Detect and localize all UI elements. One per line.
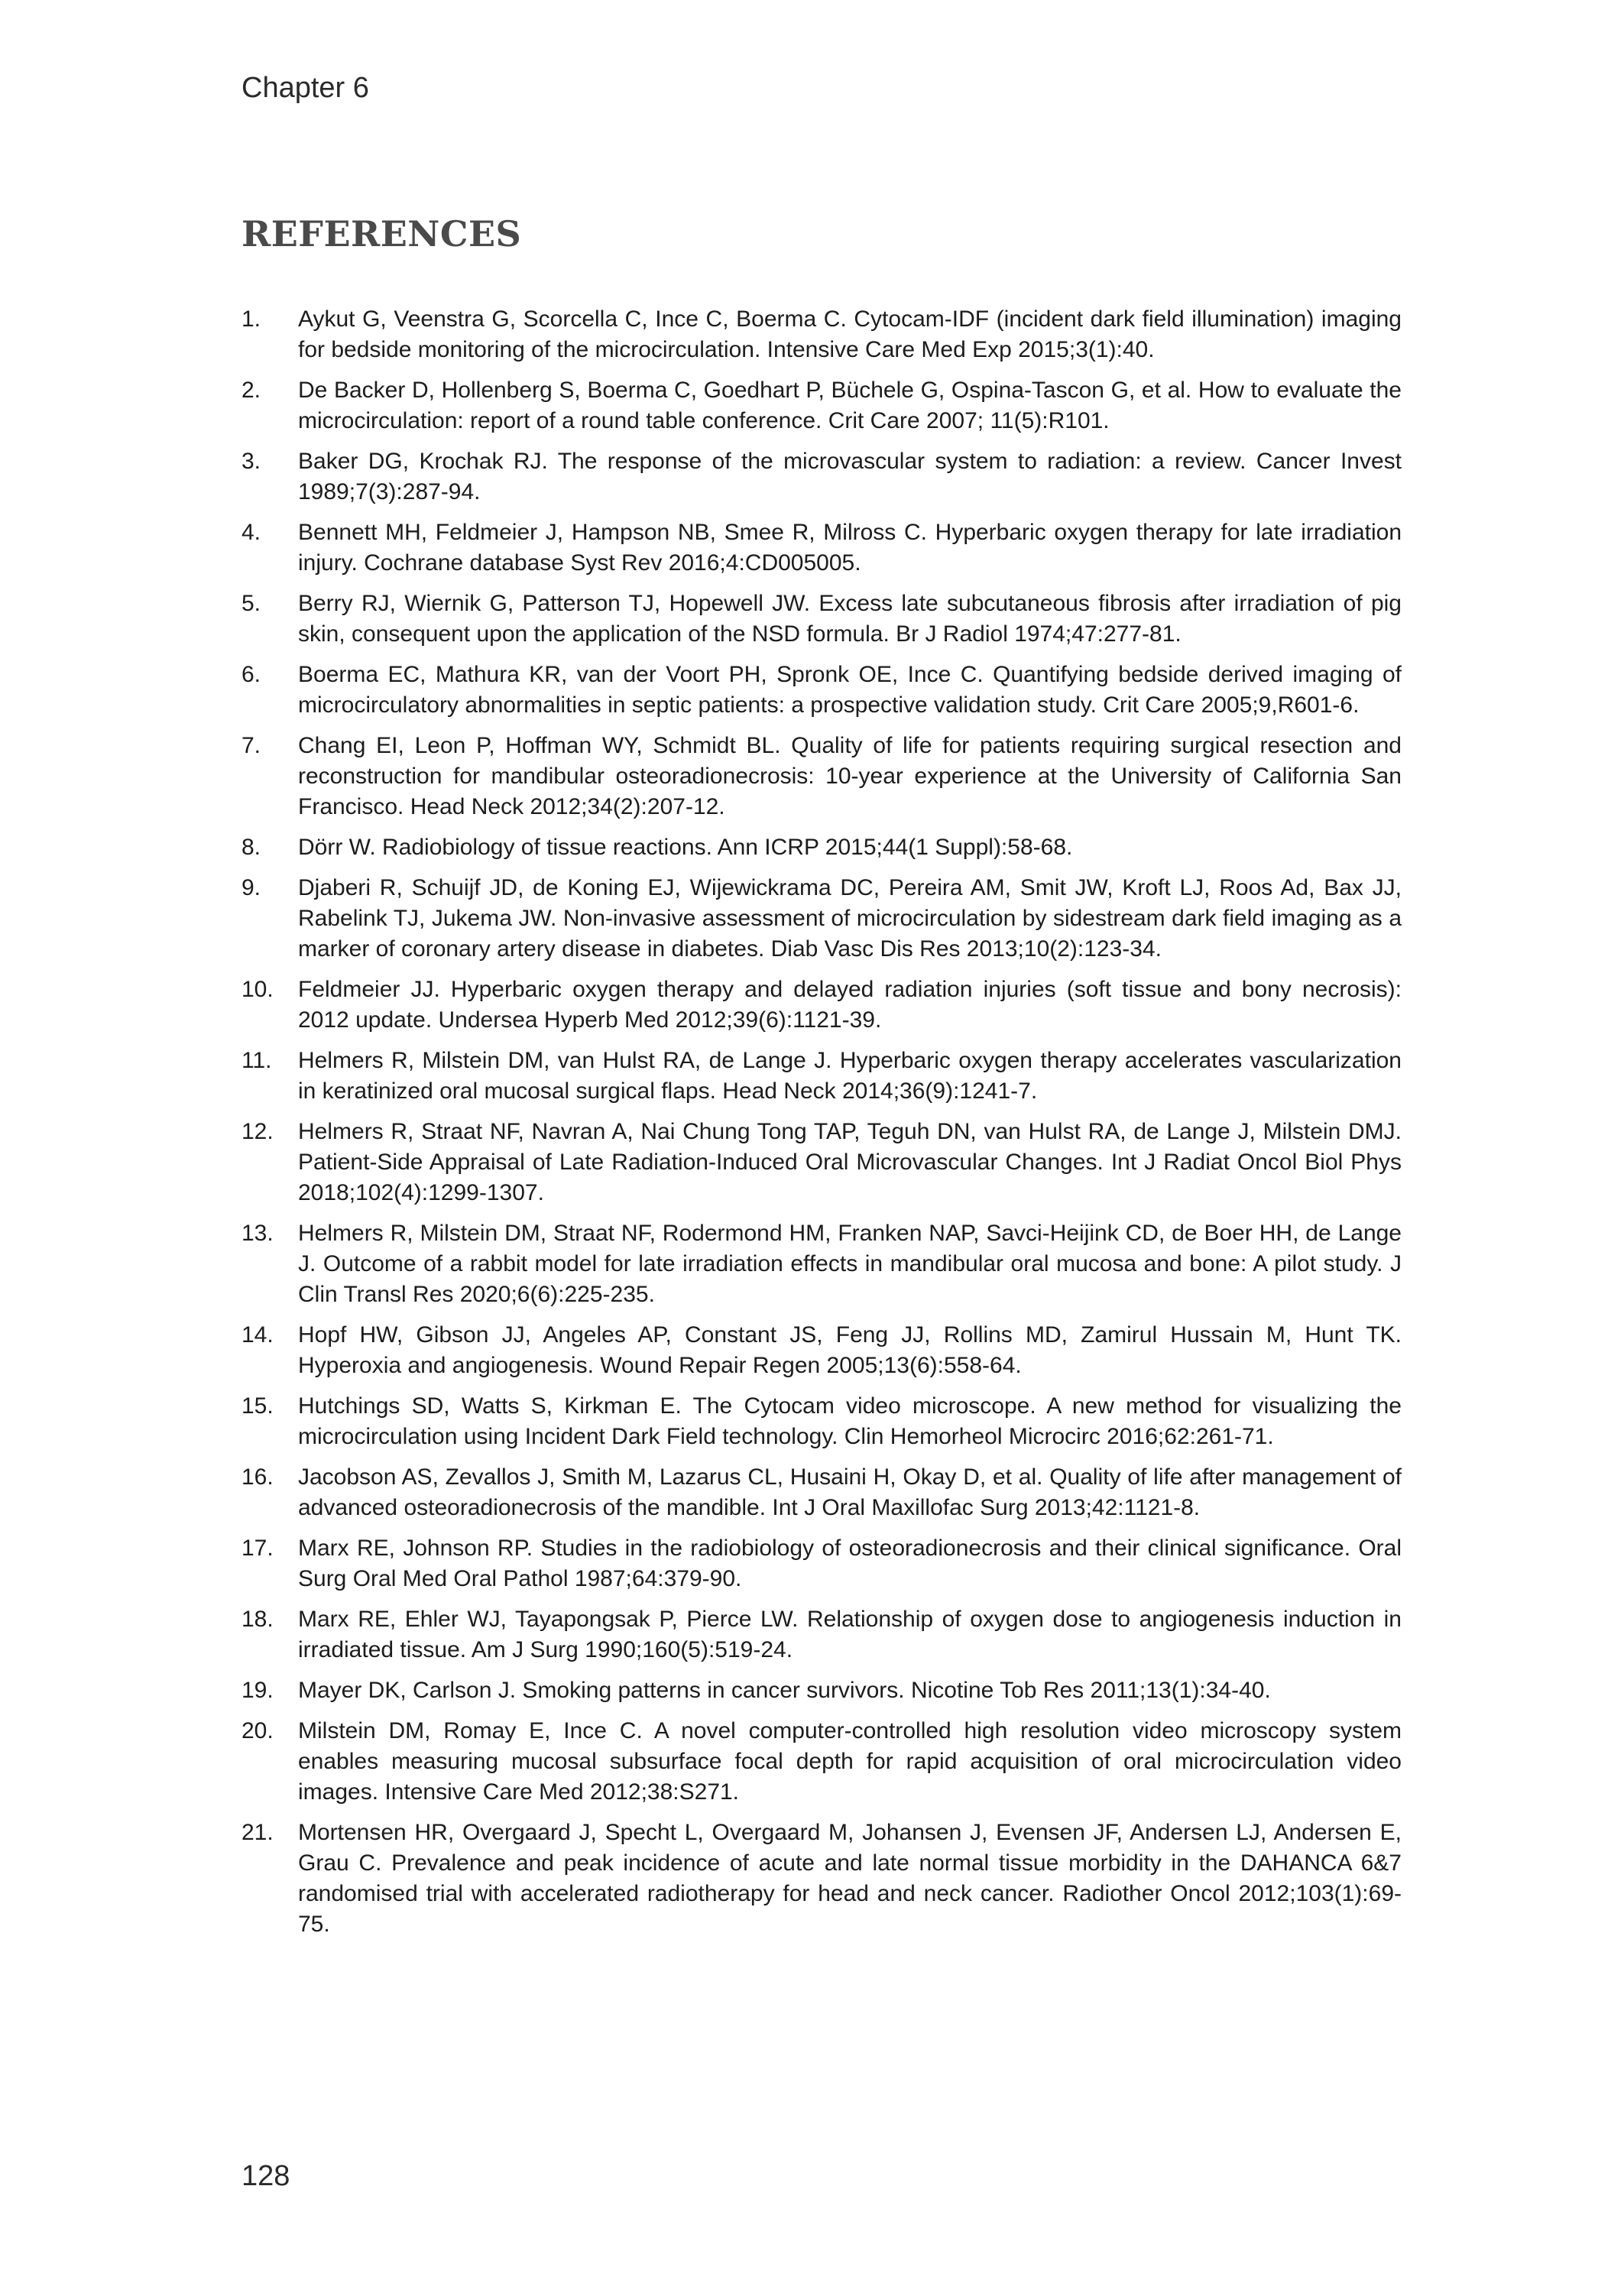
reference-number: 15.: [241, 1393, 274, 1419]
reference-number: 21.: [241, 1820, 274, 1845]
reference-text: Djaberi R, Schuijf JD, de Koning EJ, Wijewickrama DC, Pereira AM, Smit JW, Kroft LJ, Roos Ad, Bax JJ, Rabelink TJ, Jukema JW. Non-invasive assessment of microcirculation by sidestream dark field imaging as a marker of coronary artery disease in diabetes. Diab Vasc Dis Res 2013;10(2):123-34.: [298, 875, 1402, 962]
reference-number: 9.: [241, 875, 261, 900]
reference-text: Helmers R, Straat NF, Navran A, Nai Chung Tong TAP, Teguh DN, van Hulst RA, de Lange J, Milstein DMJ. Patient-Side Appraisal of Late Radiation-Induced Oral Microvascular Changes. Int J Radiat Oncol Biol Phys 2018;102(4):1299-1307.: [298, 1119, 1402, 1205]
page-number: 128: [241, 2160, 290, 2192]
reference-item: [241, 1462, 1402, 1523]
reference-text: Aykut G, Veenstra G, Scorcella C, Ince C, Boerma C. Cytocam-IDF (incident dark field illumination) imaging for bedside monitoring of the microcirculation. Intensive Care Med Exp 2015;3(1):40.: [298, 306, 1402, 362]
reference-item: [241, 517, 1402, 579]
reference-text: Mayer DK, Carlson J. Smoking patterns in cancer survivors. Nicotine Tob Res 2011;13(1):34-40.: [298, 1678, 1271, 1703]
reference-number: 20.: [241, 1718, 274, 1743]
reference-list: [241, 304, 1402, 1950]
reference-item: [241, 589, 1402, 650]
reference-number: 2.: [241, 378, 261, 403]
reference-number: 11.: [241, 1048, 272, 1073]
reference-item: [241, 1533, 1402, 1594]
reference-item: [241, 1818, 1402, 1940]
section-title: REFERENCES: [241, 213, 522, 255]
reference-item: [241, 446, 1402, 508]
reference-number: 12.: [241, 1119, 274, 1144]
reference-item: [241, 1716, 1402, 1808]
reference-text: Jacobson AS, Zevallos J, Smith M, Lazarus CL, Husaini H, Okay D, et al. Quality of life after management of advanced osteoradionecrosis of the mandible. Int J Oral Maxillofac Surg 2013;42:1121-8.: [298, 1464, 1402, 1520]
reference-text: Berry RJ, Wiernik G, Patterson TJ, Hopewell JW. Excess late subcutaneous fibrosis after irradiation of pig skin, consequent upon the application of the NSD formula. Br J Radiol 1974;47:277-81.: [298, 591, 1402, 647]
reference-item: [241, 1391, 1402, 1452]
reference-item: [241, 1604, 1402, 1665]
reference-item: [241, 832, 1402, 863]
reference-text: Dörr W. Radiobiology of tissue reactions. Ann ICRP 2015;44(1 Suppl):58-68.: [298, 835, 1073, 860]
reference-text: Marx RE, Ehler WJ, Tayapongsak P, Pierce LW. Relationship of oxygen dose to angiogenesis induction in irradiated tissue. Am J Surg 1990;160(5):519-24.: [298, 1607, 1402, 1662]
reference-number: 7.: [241, 733, 261, 758]
reference-number: 14.: [241, 1322, 274, 1348]
reference-number: 3.: [241, 449, 261, 474]
reference-text: Boerma EC, Mathura KR, van der Voort PH, Spronk OE, Ince C. Quantifying bedside derived imaging of microcirculatory abnormalities in septic patients: a prospective validation study. Crit Care 2005;9,R601-6.: [298, 662, 1402, 718]
reference-text: Feldmeier JJ. Hyperbaric oxygen therapy and delayed radiation injuries (soft tissue and bony necrosis): 2012 update. Undersea Hyperb Med 2012;39(6):1121-39.: [298, 977, 1402, 1033]
reference-text: Hutchings SD, Watts S, Kirkman E. The Cytocam video microscope. A new method for visualizing the microcirculation using Incident Dark Field technology. Clin Hemorheol Microcirc 2016;62:261-71.: [298, 1393, 1402, 1449]
reference-number: 6.: [241, 662, 261, 687]
reference-item: [241, 975, 1402, 1036]
reference-text: Milstein DM, Romay E, Ince C. A novel computer-controlled high resolution video microscopy system enables measuring mucosal subsurface focal depth for rapid acquisition of oral microcirculation video images. Intensive Care Med 2012;38:S271.: [298, 1718, 1402, 1805]
reference-item: [241, 873, 1402, 965]
reference-number: 5.: [241, 591, 261, 616]
reference-text: Helmers R, Milstein DM, van Hulst RA, de Lange J. Hyperbaric oxygen therapy accelerates vascularization in keratinized oral mucosal surgical flaps. Head Neck 2014;36(9):1241-7.: [298, 1048, 1402, 1104]
reference-number: 8.: [241, 835, 261, 860]
reference-item: [241, 1046, 1402, 1107]
reference-item: [241, 1320, 1402, 1381]
reference-item: [241, 1117, 1402, 1208]
reference-text: De Backer D, Hollenberg S, Boerma C, Goedhart P, Büchele G, Ospina-Tascon G, et al. How to evaluate the microcirculation: report of a round table conference. Crit Care 2007; 11(5):R101.: [298, 378, 1402, 433]
reference-number: 17.: [241, 1536, 274, 1561]
reference-text: Hopf HW, Gibson JJ, Angeles AP, Constant JS, Feng JJ, Rollins MD, Zamirul Hussain M, Hunt TK. Hyperoxia and angiogenesis. Wound Repair Regen 2005;13(6):558-64.: [298, 1322, 1402, 1378]
reference-number: 10.: [241, 977, 274, 1002]
reference-number: 18.: [241, 1607, 274, 1632]
reference-number: 13.: [241, 1221, 274, 1246]
reference-item: [241, 731, 1402, 822]
reference-number: 1.: [241, 306, 261, 332]
reference-number: 16.: [241, 1464, 274, 1490]
reference-number: 19.: [241, 1678, 274, 1703]
running-head: Chapter 6: [241, 72, 369, 104]
reference-item: [241, 304, 1402, 365]
reference-text: Marx RE, Johnson RP. Studies in the radiobiology of osteoradionecrosis and their clinical significance. Oral Surg Oral Med Oral Pathol 1987;64:379-90.: [298, 1536, 1402, 1591]
reference-text: Baker DG, Krochak RJ. The response of the microvascular system to radiation: a review. Cancer Invest 1989;7(3):287-94.: [298, 449, 1402, 504]
reference-number: 4.: [241, 520, 261, 545]
reference-text: Mortensen HR, Overgaard J, Specht L, Overgaard M, Johansen J, Evensen JF, Andersen LJ, Andersen E, Grau C. Prevalence and peak incidence of acute and late normal tissue morbidity in the DAHANCA 6&7 randomised trial with accelerated radiotherapy for head and neck cancer. Radiother Oncol 2012;103(1):69-75.: [298, 1820, 1402, 1937]
reference-text: Chang EI, Leon P, Hoffman WY, Schmidt BL. Quality of life for patients requiring surgical resection and reconstruction for mandibular osteoradionecrosis: 10-year experience at the University of California San Francisco. Head Neck 2012;34(2):207-12.: [298, 733, 1402, 819]
reference-item: [241, 375, 1402, 436]
reference-item: [241, 660, 1402, 721]
reference-text: Bennett MH, Feldmeier J, Hampson NB, Smee R, Milross C. Hyperbaric oxygen therapy for late irradiation injury. Cochrane database Syst Rev 2016;4:CD005005.: [298, 520, 1402, 576]
reference-item: [241, 1218, 1402, 1310]
reference-text: Helmers R, Milstein DM, Straat NF, Rodermond HM, Franken NAP, Savci-Heijink CD, de Boer HH, de Lange J. Outcome of a rabbit model for late irradiation effects in mandibular oral mucosa and bone: A pilot study. J Clin Transl Res 2020;6(6):225-235.: [298, 1221, 1402, 1307]
reference-item: [241, 1675, 1402, 1706]
